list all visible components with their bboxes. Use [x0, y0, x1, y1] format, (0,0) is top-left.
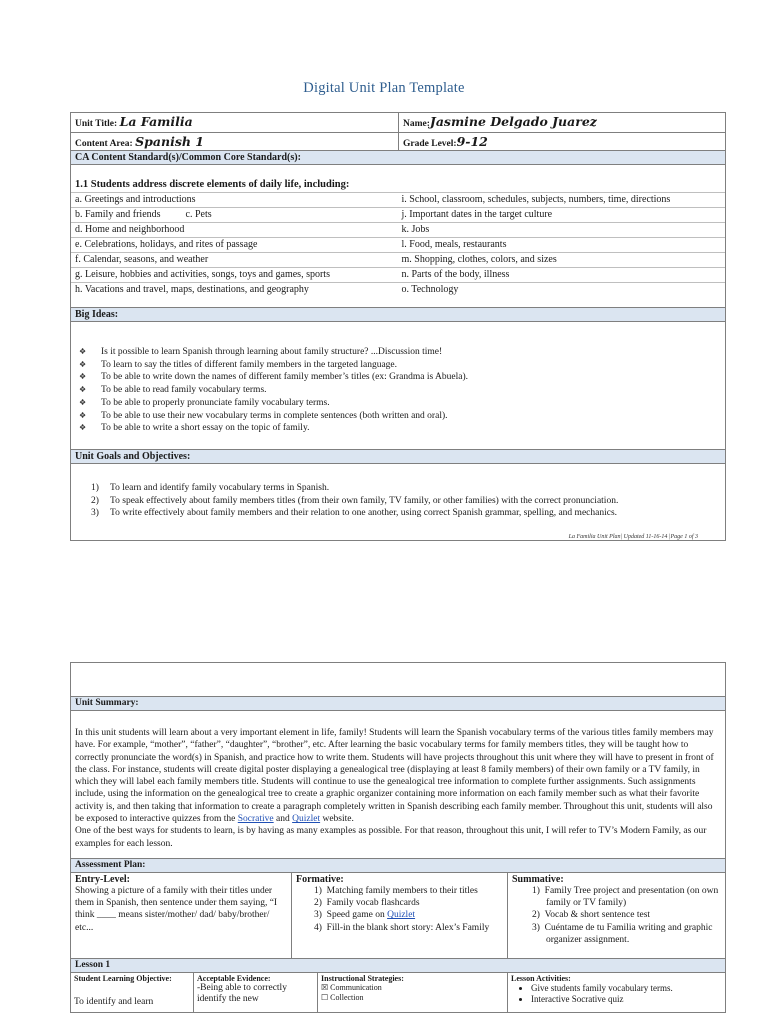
entry-level-text: Showing a picture of a family with their titles under them in Spanish, then sentence under them saying, “I think ____ means sister/mother/ dad/ baby/brother/ etc...	[75, 885, 278, 933]
strategies-label: Instructional Strategies:	[321, 973, 404, 983]
standard-item: a. Greetings and introductions	[71, 193, 397, 208]
standards-row	[71, 208, 725, 223]
item-number: 2)	[532, 910, 540, 921]
big-idea-text: To be able to read family vocabulary terms.	[101, 385, 267, 396]
collection-checkbox: ☐ Collection	[321, 992, 364, 1002]
list-item	[314, 885, 503, 897]
big-ideas-list	[71, 322, 725, 449]
summative-list	[512, 885, 721, 946]
diamond-bullet-icon: ❖	[79, 410, 87, 420]
goals-label: Unit Goals and Objectives:	[71, 449, 726, 463]
list-item	[314, 922, 503, 934]
big-idea-text: To be able to write down the names of different family member’s titles (ex: Grandma is Abuela).	[101, 372, 469, 383]
standards-row	[71, 253, 725, 268]
goal-text: To speak effectively about family members titles (from their own family, TV family, or other families) with the correct pronunciation.	[110, 495, 619, 506]
formative-list	[296, 885, 503, 934]
summary-content	[71, 711, 726, 859]
grade-level-value: 9-12	[456, 134, 488, 149]
summary-text: and	[273, 814, 293, 825]
goal-number: 1)	[91, 482, 99, 493]
activities-list	[511, 983, 722, 1005]
formative-cell	[292, 872, 508, 958]
goal-number: 3)	[91, 508, 99, 519]
standards-row	[71, 223, 725, 238]
standard-item: g. Leisure, hobbies and activities, songs, toys and games, sports	[71, 268, 397, 283]
standards-heading: 1.1 Students address discrete elements of daily life, including:	[75, 179, 350, 190]
unit-plan-table	[70, 112, 726, 541]
standards-row	[71, 283, 725, 298]
document-title: Digital Unit Plan Template	[303, 80, 465, 96]
list-item	[532, 909, 721, 921]
page-footer: La Familia Unit Plan| Updated 11-16-14 |Page 1 of 3	[568, 534, 698, 540]
summary-text: website.	[320, 814, 354, 825]
standard-item: k. Jobs	[397, 223, 725, 238]
item-number: 1)	[314, 885, 322, 896]
big-idea-text: Is it possible to learn Spanish through learning about family structure? ...Discussion time!	[101, 347, 443, 357]
standard-item: b. Family and friends c. Pets	[71, 208, 397, 223]
assessment-label: Assessment Plan:	[71, 858, 726, 872]
list-item	[79, 371, 725, 384]
standard-item: h. Vacations and travel, maps, destinations, and geography	[71, 283, 397, 298]
standards-content	[71, 165, 726, 308]
unit-title-label: Unit Title:	[75, 119, 118, 129]
standard-item: m. Shopping, clothes, colors, and sizes	[397, 253, 725, 268]
quizlet-game-link[interactable]: Quizlet	[387, 910, 416, 921]
summary-text: In this unit students will learn about a very important element in life, family! Students will learn the Spanish vocabulary terms of the various titles family members may have. For example, “mother”, “father”, “daughter”, “brother”, etc. After learning the basic vocabulary terms for family members titles, they will be taught how to correctly pronunciate the word(s) in Spanish, and practice how to write them. Students will have projects throughout this unit where they will have to present in front of the class. For instance, students will create digital poster displaying a genealogical tree (displaying at least 8 family members) of their own family or a TV family, in which they will label each family members title. Students will continue to use the genealogical tree information to complete further assignments. Such assignments include, using the information on the genealogical tree to create a graphic organizer containing more information on each family member such as what their favorite activity is, and then taking that information to create a paragraph completely written in Spanish describing each family member. Throughout this unit, students will also be exposed to interactive quizzes from the	[75, 728, 714, 825]
list-item	[91, 495, 725, 508]
list-item	[79, 384, 725, 397]
diamond-bullet-icon: ❖	[79, 385, 87, 395]
standard-item: j. Important dates in the target culture	[397, 208, 725, 223]
goal-number: 2)	[91, 495, 99, 506]
unit-title-cell	[71, 113, 399, 133]
item-number: 3)	[314, 910, 322, 921]
list-item	[91, 507, 725, 520]
socrative-link[interactable]: Socrative	[237, 814, 274, 825]
evidence-cell	[194, 972, 318, 1012]
big-idea-text: To be able to properly pronunciate family vocabulary terms.	[101, 397, 330, 408]
list-item: • Give students family vocabulary terms.	[531, 983, 722, 994]
goals-list	[71, 464, 725, 540]
standards-row	[71, 193, 725, 208]
grade-level-cell	[399, 133, 726, 151]
goal-text: To write effectively about family members and their relation to one another, using correct Spanish grammar, spelling, and mechanics.	[110, 508, 618, 519]
quizlet-link[interactable]: Quizlet	[292, 814, 321, 825]
item-text: Family Tree project and presentation (on own family or TV family)	[544, 885, 719, 909]
unit-plan-table-page-2	[70, 662, 726, 1013]
standard-item: o. Technology	[397, 283, 725, 298]
list-item: • Interactive Socrative quiz	[531, 994, 722, 1005]
standard-item: n. Parts of the body, illness	[397, 268, 725, 283]
unit-title-value: La Familia	[119, 114, 193, 129]
item-number: 2)	[314, 898, 322, 909]
list-item	[79, 359, 725, 372]
activities-label: Lesson Activities:	[511, 973, 571, 983]
objective-label: Student Learning Objective:	[74, 973, 172, 983]
big-ideas-label: Big Ideas:	[71, 308, 726, 322]
list-item	[532, 922, 721, 946]
big-idea-text: To learn to say the titles of different family members in the targeted language.	[101, 359, 398, 370]
name-label: Name:	[403, 119, 430, 129]
item-text: Family vocab flashcards	[326, 898, 420, 909]
summative-cell	[508, 872, 726, 958]
list-item	[314, 897, 503, 909]
activities-cell	[508, 972, 726, 1012]
diamond-bullet-icon: ❖	[79, 359, 87, 369]
content-area-cell	[71, 133, 399, 151]
standards-row	[71, 238, 725, 253]
list-item	[314, 909, 503, 921]
strategies-cell	[318, 972, 508, 1012]
name-cell	[399, 113, 726, 133]
diamond-bullet-icon: ❖	[79, 397, 87, 407]
summary-paragraph	[75, 727, 721, 825]
entry-level-heading: Entry-Level:	[75, 873, 130, 885]
item-text: Speed game on	[326, 910, 388, 921]
summary-paragraph: One of the best ways for students to learn, is by having as many examples as possible. For that reason, throughout this unit, I will refer to TV’s Modern Family, as our examples for each lesson.	[75, 826, 707, 849]
standard-item: l. Food, meals, restaurants	[397, 238, 725, 253]
big-ideas-content	[71, 322, 726, 450]
name-value: Jasmine Delgado Juarez	[429, 114, 597, 129]
evidence-label: Acceptable Evidence:	[197, 973, 271, 983]
content-area-value: Spanish 1	[135, 134, 204, 149]
entry-level-cell	[71, 872, 292, 958]
standard-item: e. Celebrations, holidays, and rites of passage	[71, 238, 397, 253]
list-item	[79, 410, 725, 423]
standard-item: i. School, classroom, schedules, subjects, numbers, time, directions	[397, 193, 725, 208]
list-item	[532, 885, 721, 909]
item-text: Fill-in the blank short story: Alex’s Family	[326, 922, 490, 933]
item-text: Matching family members to their titles	[326, 885, 478, 896]
list-item	[79, 346, 725, 359]
item-text: Cuéntame de tu Familia writing and graphic organizer assignment.	[544, 922, 713, 945]
list-item	[79, 397, 725, 410]
standards-list	[71, 192, 725, 297]
list-item	[91, 482, 725, 495]
content-area-label: Content Area:	[75, 139, 133, 149]
diamond-bullet-icon: ❖	[79, 347, 87, 356]
empty-header-row	[71, 663, 726, 697]
big-idea-text: To be able to write a short essay on the topic of family.	[101, 423, 310, 434]
diamond-bullet-icon: ❖	[79, 372, 87, 382]
objective-text: To identify and learn	[74, 996, 154, 1007]
summary-label: Unit Summary:	[71, 697, 726, 711]
evidence-text: -Being able to correctly identify the new	[197, 982, 287, 1004]
lesson-label: Lesson 1	[71, 958, 726, 972]
communication-checkbox: ☒ Communication	[321, 982, 382, 992]
standards-row	[71, 268, 725, 283]
item-number: 3)	[532, 922, 540, 933]
goals-content	[71, 463, 726, 540]
list-item	[79, 422, 725, 435]
summative-heading: Summative:	[512, 873, 564, 885]
formative-heading: Formative:	[296, 873, 344, 885]
item-text: Vocab & short sentence test	[544, 910, 651, 921]
grade-level-label: Grade Level:	[403, 139, 457, 149]
diamond-bullet-icon: ❖	[79, 423, 87, 433]
standards-label: CA Content Standard(s)/Common Core Standard(s):	[71, 151, 726, 165]
standard-item: d. Home and neighborhood	[71, 223, 397, 238]
item-number: 4)	[314, 922, 322, 933]
objective-cell	[71, 972, 194, 1012]
big-idea-text: To be able to use their new vocabulary terms in complete sentences (both written and oral).	[101, 410, 448, 421]
standard-item: f. Calendar, seasons, and weather	[71, 253, 397, 268]
goal-text: To learn and identify family vocabulary terms in Spanish.	[110, 482, 330, 493]
item-number: 1)	[532, 885, 540, 896]
